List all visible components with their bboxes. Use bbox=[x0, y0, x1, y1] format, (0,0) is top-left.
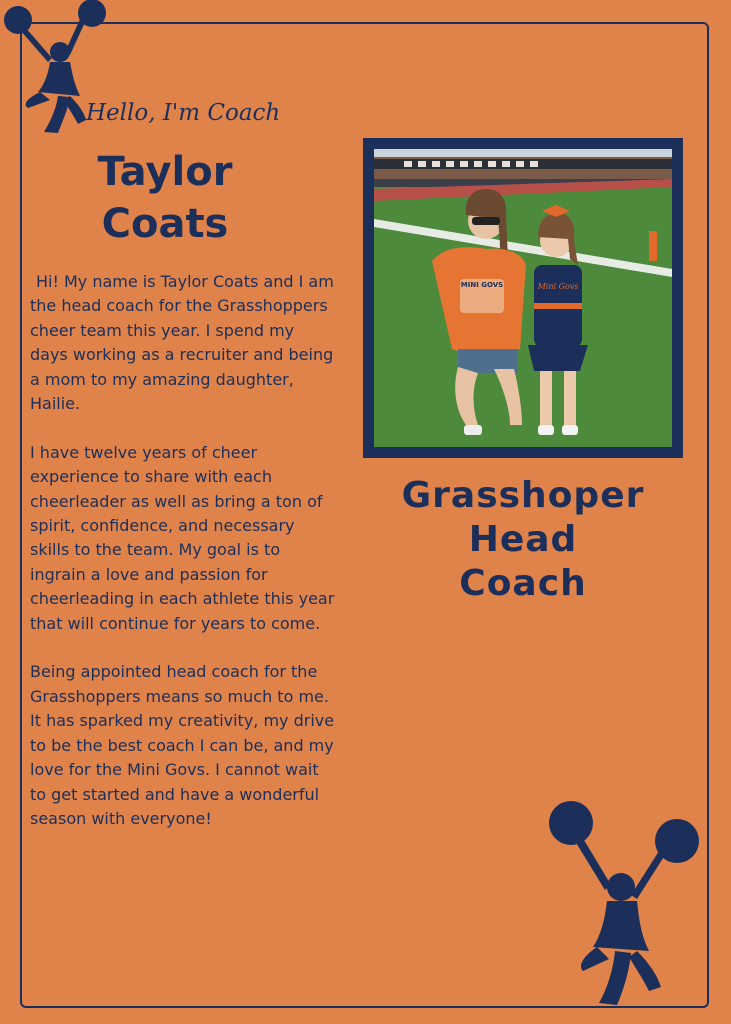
coach-photo bbox=[374, 149, 672, 447]
position-title-line: Grasshoper bbox=[401, 475, 645, 516]
greeting-text: Hello, I'm Coach bbox=[86, 100, 281, 126]
bio-text bbox=[30, 270, 335, 856]
uniform-text: Mini Govs bbox=[537, 282, 579, 291]
coach-first-name: Taylor bbox=[97, 149, 233, 195]
cheerleader-bottom-icon bbox=[545, 795, 707, 1007]
coach-name bbox=[40, 146, 290, 250]
position-title-line: Coach bbox=[459, 563, 587, 604]
bio-paragraph: Being appointed head coach for the Grasshoppers means so much to me. It has sparked my creativity, my drive to be the best coach I can be, and my love for the Mini Govs. I cannot wait to get started and have a wonderful season with everyone! bbox=[30, 662, 335, 828]
shirt-text: MINI GOVS bbox=[460, 281, 504, 289]
position-title-line: Head bbox=[468, 519, 578, 560]
coach-photo-frame bbox=[363, 138, 683, 458]
bio-paragraph: Hi! My name is Taylor Coats and I am the head coach for the Grasshoppers cheer team this year. I spend my days working as a recruiter and being a mom to my amazing daughter, Hailie. bbox=[30, 272, 334, 414]
coach-last-name: Coats bbox=[101, 201, 229, 247]
bio-paragraph: I have twelve years of cheer experience to share with each cheerleader as well as bring a ton of spirit, confidence, and necessary skills to the team. My goal is to ingrain a love and passion for cheerleading in each athlete this year that will continue for years to come. bbox=[30, 442, 335, 633]
position-title bbox=[353, 474, 693, 606]
